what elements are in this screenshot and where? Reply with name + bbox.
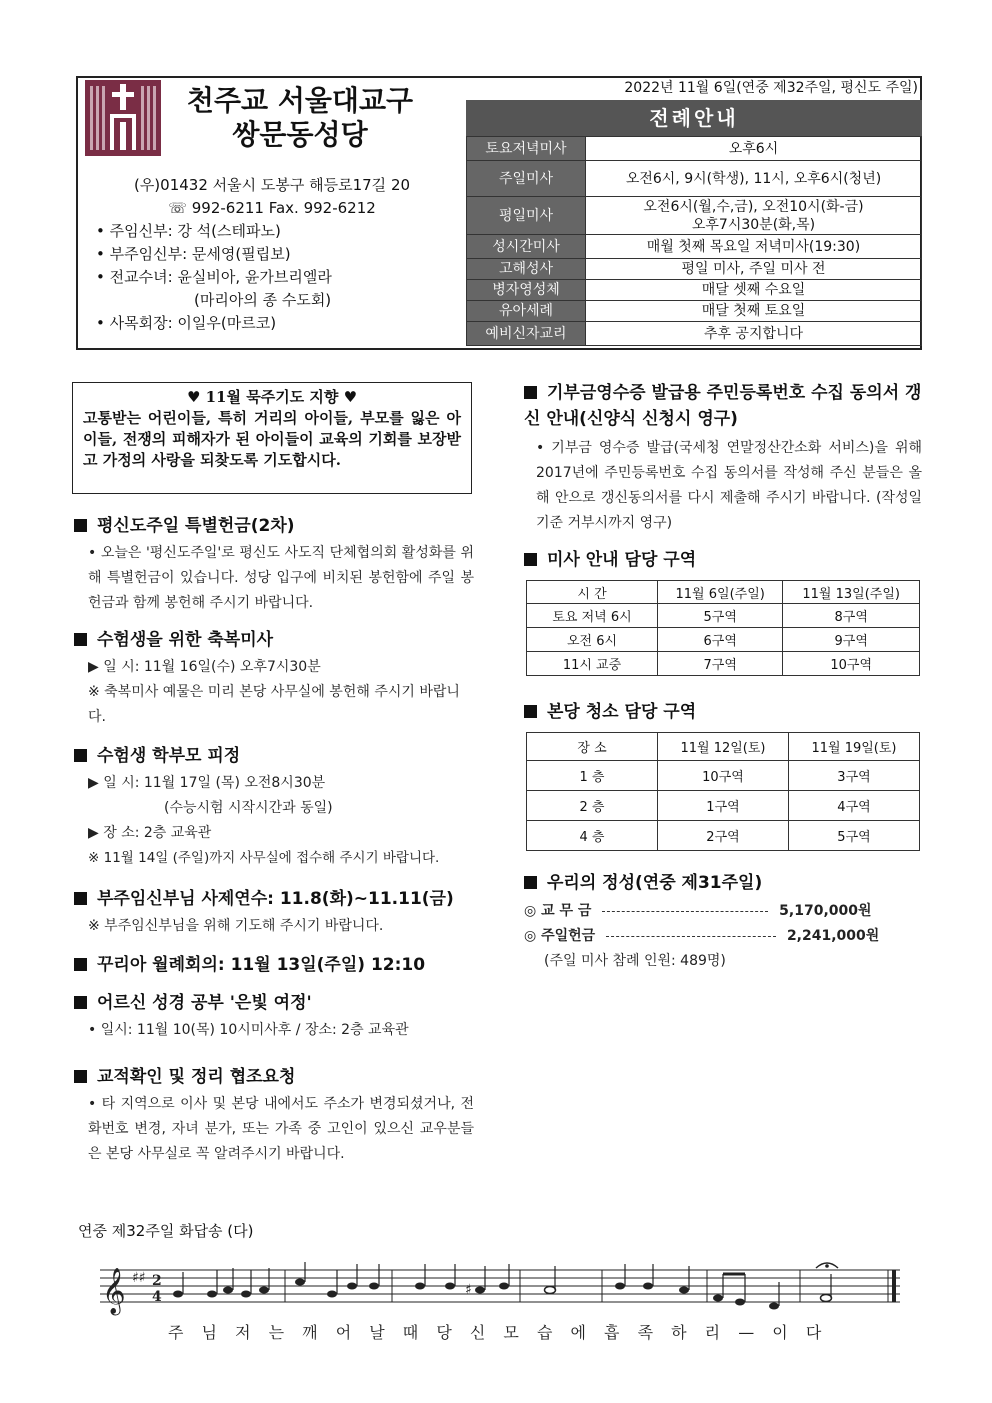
section-title: 기부금영수증 발급용 주민등록번호 수집 동의서 갱신 안내(신양식 신청시 영구) [524, 383, 922, 429]
table-row: 토요 저녁 6시 5구역 8구역 [527, 604, 920, 628]
section-line: ※ 11월 14일 (주일)까지 사무실에 접수해 주시기 바랍니다. [88, 850, 440, 866]
section-line: ※ 축복미사 예물은 미리 본당 사무실에 봉헌해 주시기 바랍니다. [88, 684, 460, 725]
leader-dots [606, 936, 776, 937]
prayer-intention-box [72, 382, 472, 494]
section-body: • 기부금 영수증 발급(국세청 연말정산간소화 서비스)을 위해 2017년에 주민등록번호 수집 동의서를 작성해 주신 분들은 올해 안으로 갱신동의서를 다시 제출해 주시기 바랍니다. (작성일기준 거부시까지 영구) [536, 440, 922, 531]
square-bullet-icon [524, 386, 537, 399]
section-title: 부주임신부님 사제연수: 11.8(화)~11.11(금) [97, 889, 454, 909]
section-line: (수능시험 시작시간과 동일) [164, 800, 333, 816]
liturgy-row: 고해성사 평일 미사, 주일 미사 전 [467, 259, 922, 280]
table-row: 1 층 10구역 3구역 [527, 761, 920, 791]
section-title: 우리의 정성(연중 제31주일) [547, 873, 763, 893]
square-bullet-icon [74, 749, 87, 762]
liturgy-row: 평일미사 오전6시(월,수,금), 오전10시(화-금) 오후7시30분(화,목) [467, 197, 922, 235]
square-bullet-icon [74, 1070, 87, 1083]
section-elder-bible [74, 991, 494, 1043]
cleaning-table [526, 732, 920, 851]
section-title: 교적확인 및 정리 협조요청 [97, 1067, 296, 1087]
liturgy-title: 전례안내 [466, 100, 922, 136]
church-line2: 쌍문동성당 [232, 118, 368, 151]
liturgy-row: 성시간미사 매월 첫째 목요일 저녁미사(19:30) [467, 235, 922, 259]
section-offerings [524, 871, 922, 974]
svg-text:2: 2 [152, 1273, 162, 1289]
liturgy-table [466, 136, 922, 346]
section-donation-receipt [524, 380, 922, 536]
date-line: 2022년 11월 6일(연중 제32주일, 평신도 주일) [624, 80, 918, 96]
table-header-row: 장 소 11월 12일(토) 11월 19일(토) [527, 733, 920, 761]
table-header-row: 시 간 11월 6일(주일) 11월 13일(주일) [527, 581, 920, 604]
section-body: • 오늘은 '평신도주일'로 평신도 사도직 단체협의회 활성화를 위해 특별헌금이 있습니다. 성당 입구에 비치된 봉헌함에 주일 봉헌금과 함께 봉헌해 주시기 바랍니다. [88, 545, 474, 611]
table-row: 2 층 1구역 4구역 [527, 791, 920, 821]
table-row: 오전 6시 6구역 9구역 [527, 628, 920, 652]
address-block [84, 174, 460, 335]
staff-council: • 사목회장: 이일우(마르코) [96, 314, 277, 332]
section-title: 꾸리아 월례회의: 11월 13일(주일) 12:10 [97, 955, 426, 975]
square-bullet-icon [524, 553, 537, 566]
square-bullet-icon [74, 633, 87, 646]
staff-sisters: • 전교수녀: 윤실비아, 윤가브리엘라 [96, 268, 332, 286]
liturgy-row: 예비신자교리 추후 공지합니다 [467, 322, 922, 346]
church-logo [85, 80, 161, 156]
square-bullet-icon [74, 519, 87, 532]
section-mass-guide [524, 548, 922, 572]
section-exam-mass [74, 628, 474, 730]
table-row: 11시 교중 7구역 10구역 [527, 652, 920, 676]
square-bullet-icon [74, 892, 87, 905]
svg-text:♯: ♯ [465, 1282, 472, 1298]
section-body: • 타 지역으로 이사 및 본당 내에서도 주소가 변경되셨거나, 전화번호 변경, 자녀 분가, 또는 가족 중 고인이 있으신 교우분들은 본당 사무실로 꼭 알려주시기 바랍니다. [88, 1096, 474, 1162]
section-cleaning [524, 700, 922, 724]
section-line: ▶ 장 소: 2층 교육관 [88, 825, 212, 841]
church-line1: 천주교 서울대교구 [186, 84, 414, 117]
section-title: 미사 안내 담당 구역 [547, 550, 697, 570]
table-row: 4 층 2구역 5구역 [527, 821, 920, 851]
mass-guide-table [526, 580, 920, 676]
section-title: 평신도주일 특별헌금(2차) [97, 516, 295, 536]
svg-text:♯♯: ♯♯ [132, 1270, 146, 1286]
address: (우)01432 서울시 도봉구 해등로17길 20 [133, 176, 411, 194]
square-bullet-icon [524, 705, 537, 718]
church-name [180, 84, 420, 152]
leader-dots [602, 911, 768, 912]
svg-text:4: 4 [152, 1289, 162, 1305]
section-line: ※ 부주임신부님을 위해 기도해 주시기 바랍니다. [88, 918, 384, 934]
psalm-score [100, 1262, 910, 1318]
section-title: 수험생 학부모 피정 [97, 746, 241, 766]
section-laity-offering [74, 514, 474, 616]
square-bullet-icon [524, 876, 537, 889]
psalm-lyrics: 주 님 저 는 깨 어 날 때 당 신 모 습 에 흡 족 하 리 — 이 다 [168, 1323, 824, 1342]
square-bullet-icon [74, 958, 87, 971]
staff-assistant: • 부주임신부: 문세영(필립보) [96, 245, 291, 263]
staff-order: (마리아의 종 수도회) [194, 291, 332, 309]
section-parent-retreat [74, 744, 474, 871]
liturgy-row: 병자영성체 매달 셋째 수요일 [467, 280, 922, 301]
attendance: (주일 미사 참례 인원: 489명) [544, 953, 726, 969]
prayer-title: ♥ 11월 묵주기도 지향 ♥ [186, 388, 358, 406]
section-priest-training [74, 887, 494, 939]
section-line: • 일시: 11월 10(목) 10시미사후 / 장소: 2층 교육관 [88, 1022, 409, 1038]
offering-tithe: ◎ 교 무 금 5,170,000원 [524, 903, 872, 919]
section-title: 본당 청소 담당 구역 [547, 702, 697, 722]
square-bullet-icon [74, 996, 87, 1009]
liturgy-row: 주일미사 오전6시, 9시(학생), 11시, 오후6시(청년) [467, 161, 922, 197]
section-curia [74, 953, 494, 977]
section-line: ▶ 일 시: 11월 17일 (목) 오전8시30분 [88, 775, 326, 791]
section-registry [74, 1065, 474, 1167]
phone: ☏ 992-6211 Fax. 992-6212 [168, 199, 376, 217]
section-title: 어르신 성경 공부 '은빛 여정' [97, 993, 312, 1013]
offering-sunday: ◎ 주일헌금 2,241,000원 [524, 928, 880, 944]
psalm-title: 연중 제32주일 화답송 (다) [78, 1222, 254, 1240]
section-line: ▶ 일 시: 11월 16일(수) 오후7시30분 [88, 659, 321, 675]
liturgy-row: 유아세례 매달 첫째 토요일 [467, 301, 922, 322]
staff-pastor: • 주임신부: 강 석(스테파노) [96, 222, 281, 240]
section-title: 수험생을 위한 축복미사 [97, 630, 274, 650]
prayer-text: 고통받는 어린이들, 특히 거리의 아이들, 부모를 잃은 아이들, 전쟁의 피해자가 된 아이들이 교육의 기회를 보장받고 가정의 사랑을 되찾도록 기도합시다. [83, 409, 461, 469]
svg-text:𝄞: 𝄞 [102, 1268, 126, 1314]
liturgy-row: 토요저녁미사 오후6시 [467, 137, 922, 161]
